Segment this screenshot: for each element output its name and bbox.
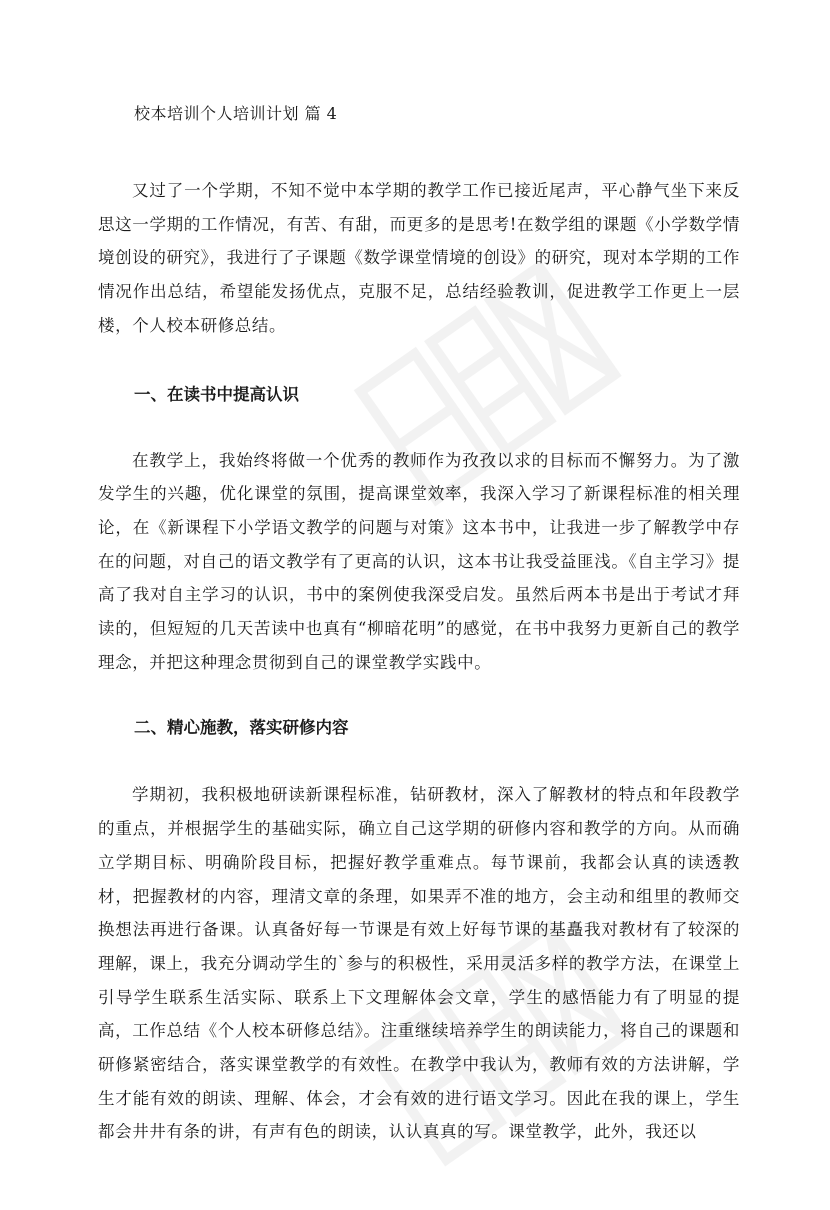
- document-title: 校本培训个人培训计划 篇 4: [134, 104, 338, 123]
- section-2-paragraph: 学期初，我积极地研读新课程标准，钻研教材，深入了解教材的特点和年段教学的重点，并根据学生的基础实际，确立自己这学期的研修内容和教学的方向。从而确立学期目标、明确阶段目标，把握好教学重难点。每节课前，我都会认真的读透教材，把握教材的内容，理清文章的条理，如果弄不准的地方，会主动和组里的教师交换想法再进行备课。认真备好每一节课是有效上好每节课的基矗我对教材有了较深的理解，课上，我充分调动学生的`参与的积极性，采用灵活多样的教学方法，在课堂上引导学生联系生活实际、联系上下文理解体会文章，学生的感悟能力有了明显的提高，工作总结《个人校本研修总结》。注重继续培养学生的朗读能力，将自己的课题和研修紧密结合，落实课堂教学的有效性。在教学中我认为，教师有效的方法讲解，学生才能有效的朗读、理解、体会，才会有效的进行语文学习。因此在我的课上，学生都会井井有条的讲，有声有色的朗读，认认真真的写。课堂教学，此外，我还以: [98, 785, 740, 1142]
- section-heading-1: 一、在读书中提高认识: [134, 384, 299, 404]
- document-body: [98, 100, 740, 1149]
- section-1-paragraph: 在教学上，我始终将做一个优秀的教师作为孜孜以求的目标而不懈努力。为了激发学生的兴趣，优化课堂的氛围，提高课堂效率，我深入学习了新课程标准的相关理论，在《新课程下小学语文教学的问题与对策》这本书中，让我进一步了解教学中存在的问题，对自己的语文教学有了更高的认识，这本书让我受益匪浅。《自主学习》提高了我对自主学习的认识，书中的案例使我深受启发。虽然后两本书是出于考试才拜读的，但短短的几天苦读中也真有“柳暗花明”的感觉，在书中我努力更新自己的教学理念，并把这种理念贯彻到自己的课堂教学实践中。: [98, 450, 740, 672]
- intro-paragraph: 又过了一个学期，不知不觉中本学期的教学工作已接近尾声，平心静气坐下来反思这一学期的工作情况，有苦、有甜，而更多的是思考!在数学组的课题《小学数学情境创设的研究》，我进行了子课题《数学课堂情境的创设》的研究，现对本学期的工作情况作出总结，希望能发扬优点，克服不足，总结经验教训，促进教学工作更上一层楼，个人校本研修总结。: [98, 181, 740, 335]
- section-heading-2: 二、精心施教，落实研修内容: [134, 718, 349, 738]
